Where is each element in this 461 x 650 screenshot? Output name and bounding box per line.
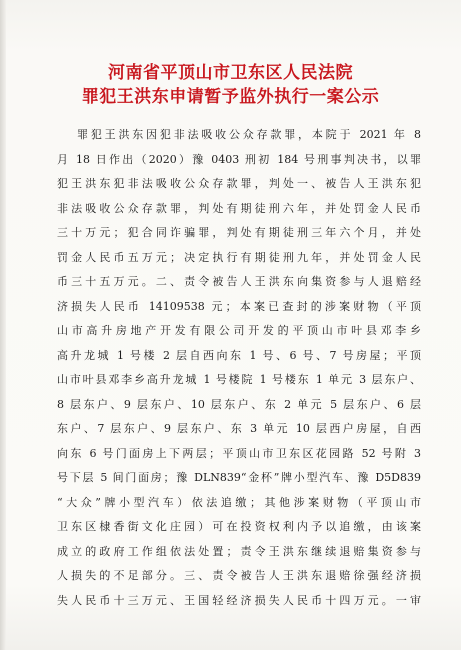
body-line: 高升龙城 1 号楼 2 层自西向东 1 号、6 号、7 号房屋；平顶 — [57, 348, 421, 362]
body-line: 犯王洪东犯非法吸收公众存款罪，判处一、被告人王洪东犯 — [57, 177, 421, 190]
body-line: “大众”牌小型汽车）依法追缴；其他涉案财物（平顶山市 — [57, 495, 421, 509]
document-title-case: 罪犯王洪东申请暂予监外执行一案公示 — [81, 87, 380, 107]
body-line: 山市叶县邓李乡高升龙城 1 号楼院 1 号楼东 1 单元 3 层东户、 — [57, 373, 421, 386]
body-line: 人损失的不足部分。三、责令被告人王洪东退赔徐强经济损 — [57, 569, 421, 582]
body-line: 失人民币十三万元、王国轻经济损失人民币十四万元。一审 — [57, 593, 421, 607]
body-line: 山市高升房地产开发有限公司开发的平顶山市叶县邓李乡 — [57, 324, 421, 337]
body-line: 向东 6 号门面房上下两层；平顶山市卫东区花园路 52 号附 3 — [57, 446, 421, 460]
body-line: 成立的政府工作组依法处置；责令王洪东继续退赔集资参与 — [57, 544, 421, 558]
document-title-court: 河南省平顶山市卫东区人民法院 — [108, 63, 353, 83]
body-line: 东户、7 层东户、9 层东户、东 3 单元 10 层西户房屋，自西 — [57, 422, 421, 435]
body-line: 罚金人民币五万元；决定执行有期徒刑九年，并处罚金人民 — [57, 250, 421, 264]
body-line: 卫东区棣香街文化庄园）可在投资权利内予以追缴，由该案 — [57, 520, 421, 533]
body-line: 罪犯王洪东因犯非法吸收公众存款罪，本院于 2021 年 8 — [77, 128, 421, 141]
body-line: 月 18 日作出（2020）豫 0403 刑初 184 号刑事判决书，以罪 — [57, 152, 421, 166]
body-line: 号下层 5 间门面房；豫 DLN839“金杯”牌小型汽车、豫 D5D839 — [57, 471, 421, 484]
document-body — [57, 123, 421, 613]
body-line: 8 层东户、9 层东户、10 层东户、东 2 单元 5 层东户、6 层 — [57, 397, 421, 411]
body-line: 三十万元；犯合同诈骗罪，判处有期徒刑三年六个月，并处 — [57, 226, 421, 239]
body-line: 非法吸收公众存款罪，判处有期徒刑六年，并处罚金人民币 — [57, 201, 421, 215]
body-line: 济损失人民币 14109538 元；本案已查封的涉案财物（平顶 — [57, 299, 421, 313]
body-line: 币三十五万元。二、责令被告人王洪东向集资参与人退赔经 — [57, 275, 421, 288]
